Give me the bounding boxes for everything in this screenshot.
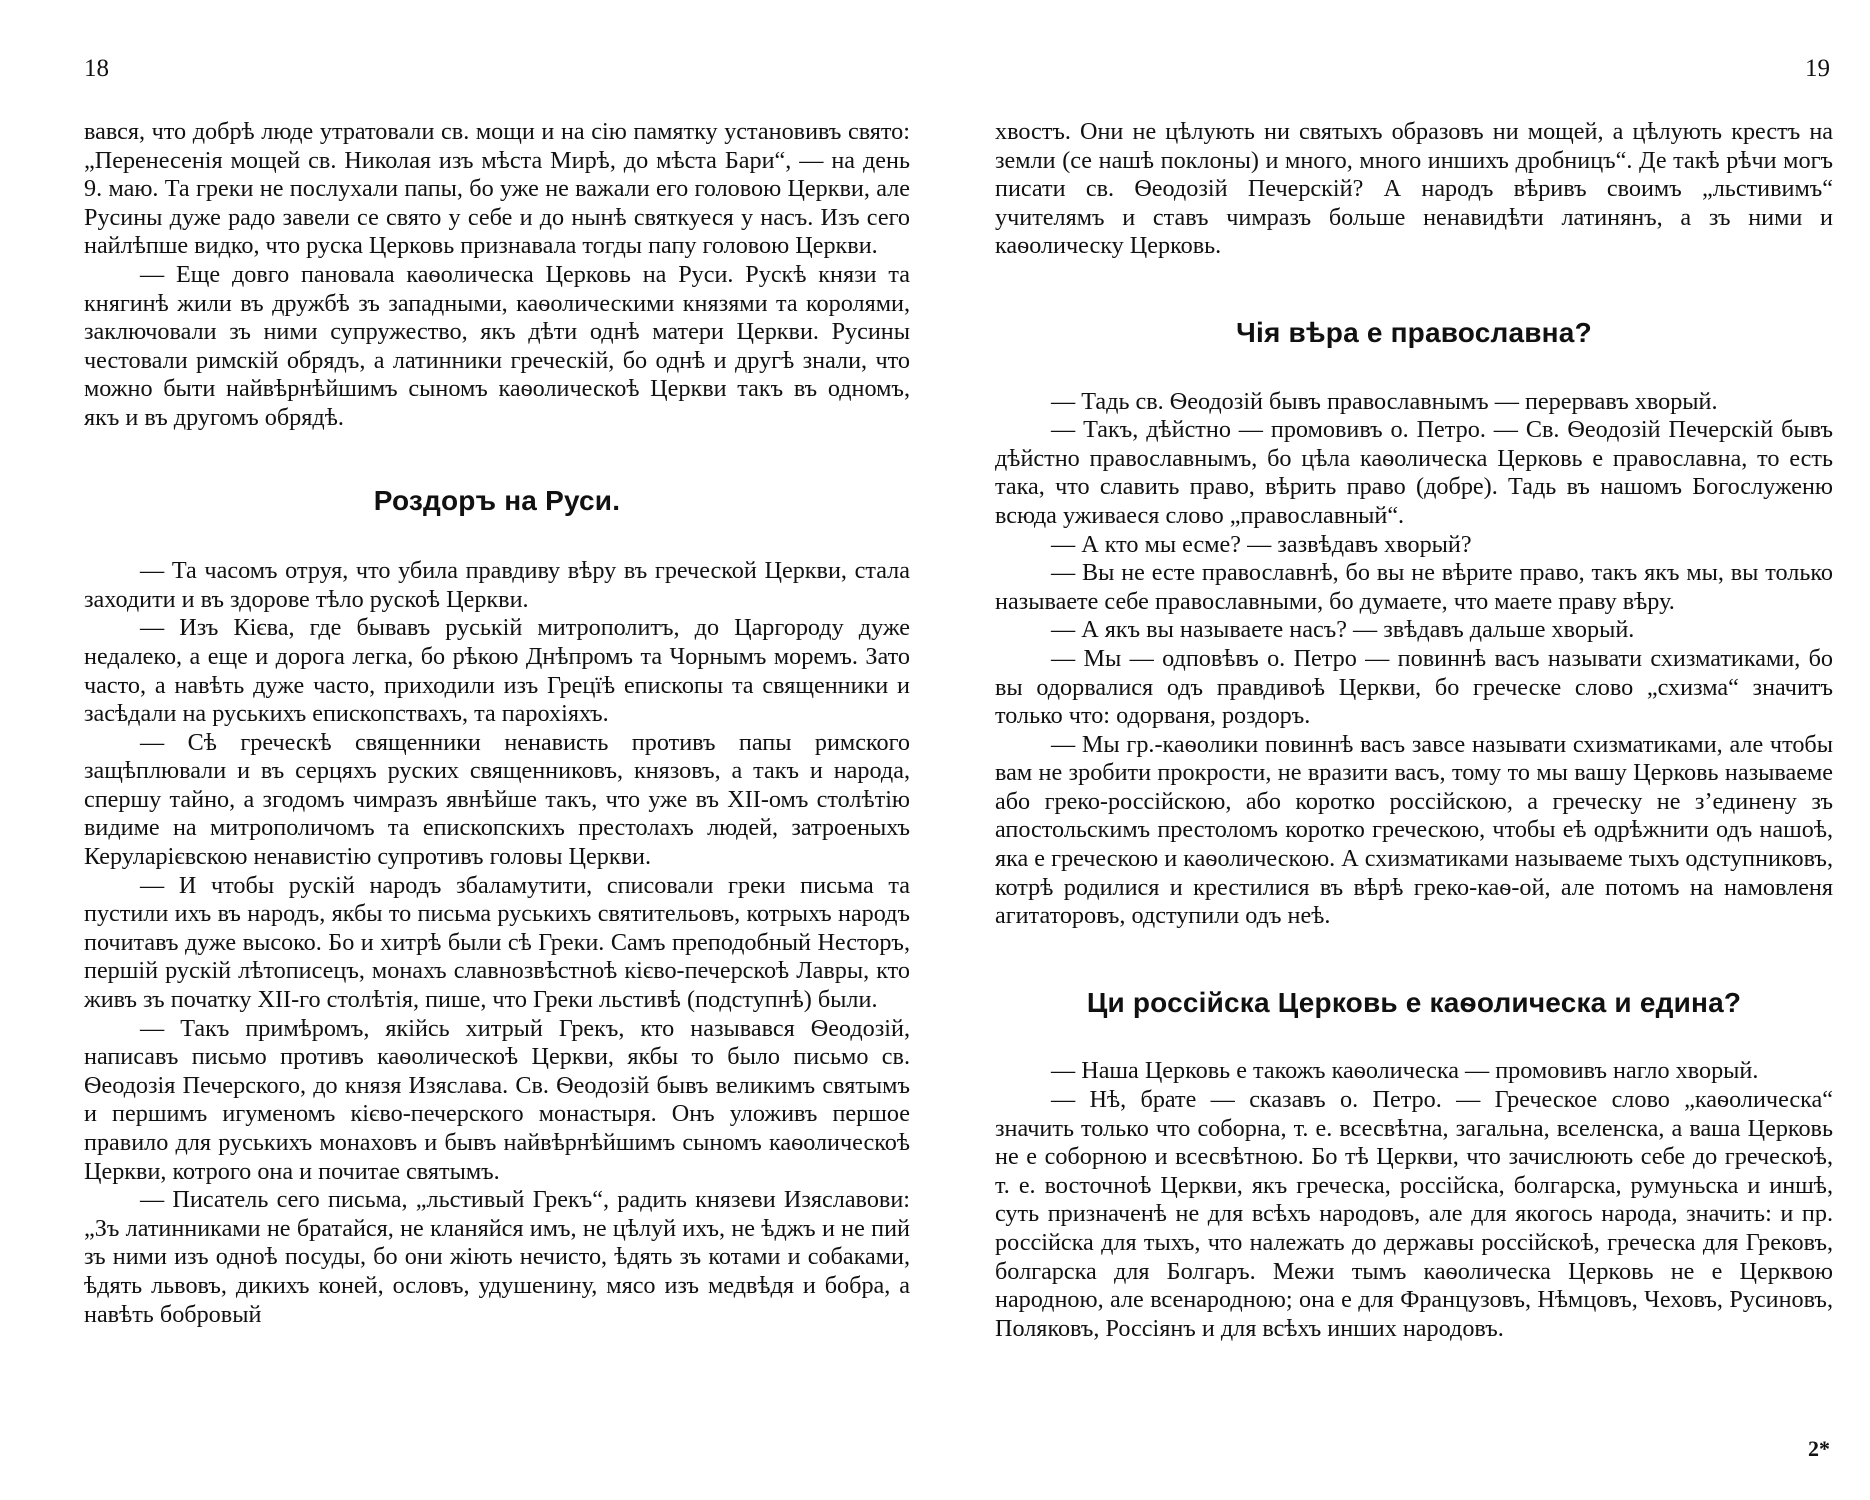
- paragraph: — И чтобы рускій народъ збаламутити, списовали греки письма та пустили ихъ въ народъ, якбы то письма руськихъ святительовъ, котрыхъ народъ почитавъ дуже высоко. Бо и хитрѣ были сѣ Греки. Самъ преподобный Несторъ, першій рускій лѣтописецъ, монахъ славнозвѣстноѣ кієво-печерскоѣ Лавры, кто живъ зъ початку XII-го столѣтія, пише, что Греки льстивѣ (подступнѣ) были.: [84, 871, 910, 1014]
- paragraph: — Вы не есте православнѣ, бо вы не вѣрите право, такъ якъ мы, вы только называете себе православными, бо думаете, что маете праву вѣру.: [995, 559, 1833, 615]
- paragraph: — Еще довго пановала каѳолическа Церковь на Руси. Рускѣ князи та княгинѣ жили въ дружбѣ зъ западными, каѳолическими князями та королями, заключовали зъ ними супружество, якъ дѣти однѣ матери Церкви. Русины честовали римскій обрядъ, а латинники греческій, бо однѣ и другѣ знали, что можно быти найвѣрнѣйшимъ сыномъ каѳолическоѣ Церкви такъ въ одномъ, якъ и въ другомъ обрядѣ.: [84, 260, 910, 431]
- paragraph: — А кто мы есме? — зазвѣдавъ хворый?: [1051, 530, 1472, 558]
- paragraph: — Писатель сего письма, „льстивый Грекъ“, радить князеви Изяславови: „Зъ латинниками не братайся, не кланяйся имъ, не цѣлуй ихъ, не ѣджъ и не пий зъ ними изъ одноѣ посуды, бо они жіють нечисто, ѣдять зъ котами и собаками, ѣдять львовъ, дикихъ коней, ословъ, удушенину, мясо изъ медвѣдя и бобра, а навѣть бобровый: [84, 1186, 910, 1328]
- paragraph: — Такъ примѣромъ, якійсь хитрый Грекъ, кто назывався Ѳеодозій, написавъ письмо противъ каѳолическоѣ Церкви, якбы то было письмо св. Ѳеодозія Печерского, до князя Изяслава. Св. Ѳеодозій бывъ великимъ святымъ и першимъ игуменомъ кієво-печерского монастыря. Онъ уложивъ першое правило для руськихъ монаховъ и бывъ найвѣрнѣйшимъ сыномъ каѳолическоѣ Церкви, котрого она и почитае святымъ.: [84, 1014, 910, 1185]
- paragraph: — Сѣ греческѣ священники ненависть противъ папы римского защѣплювали и въ серцяхъ руских священниковъ, князовъ, а такъ и народа, спершу тайно, а згодомъ чимразъ явнѣйше такъ, что уже въ XII-омъ столѣтію видиме на митрополичомъ та епископскихъ престолахъ людей, затроеныхъ Керуларієвскою ненавистію супротивъ головы Церкви.: [84, 728, 910, 871]
- text-column: [995, 118, 1833, 1343]
- paragraph: — Та часомъ отруя, что убила правдиву вѣру въ греческой Церкви, стала заходити и въ здорове тѣло рускоѣ Церкви.: [84, 557, 910, 613]
- page-number: 18: [84, 55, 109, 82]
- paragraph: — Мы гр.-каѳолики повиннѣ васъ завсе называти схизматиками, але чтобы вам не зробити прокрости, не вразити васъ, тому то мы вашу Церковь называеме або греко-россійскою, або коротко россійскою, а греческу не з’единену зъ апостольскимъ престоломъ коротко греческою, чтобы еѣ одрѣжнити одъ нашоѣ, яка е греческою и каѳолическою. А схизматиками называеме тыхъ одступниковъ, котрѣ родилися и крестилися въ вѣрѣ греко-каѳ-ой, але потомъ на намовленя агитаторовъ, одступили одъ неѣ.: [995, 730, 1833, 930]
- paragraph: хвостъ. Они не цѣлують ни святыхъ образовъ ни мощей, а цѣлують крестъ на земли (се нашѣ поклоны) и много, много иншихъ дробницъ“. Де такѣ рѣчи могъ писати св. Ѳеодозій Печерскій? А народъ вѣривъ своимъ „льстивимъ“ учителямъ и ставъ чимразъ больше ненавидѣти латинянъ, а зъ ними и каѳолическу Церковь.: [995, 118, 1833, 260]
- paragraph: — Наша Церковь е такожъ каѳолическа — промовивъ нагло хворый.: [1051, 1057, 1759, 1085]
- page-number: 19: [1805, 55, 1830, 82]
- paragraph: — Изъ Кієва, где бывавъ руській митрополитъ, до Царгороду дуже недалеко, а еще и дорога легка, бо рѣкою Днѣпромъ та Чорнымъ моремъ. Зато часто, а навѣть дуже часто, приходили изъ Грецїѣ епископы та священники и засѣдали на руськихъ епископствахъ, та парохіяхъ.: [84, 614, 910, 728]
- section-heading: Роздоръ на Руси.: [373, 484, 621, 516]
- right-page: [935, 0, 1870, 1500]
- paragraph: — Такъ, дѣйстно — промовивъ о. Петро. — Св. Ѳеодозій Печерскій бывъ дѣйстно православнымъ, бо цѣла каѳолическа Церковь е православна, то есть така, что славить право, вѣрить право (добре). Тадь въ нашомъ Богослуженю всюда уживаеся слово „православный“.: [995, 416, 1833, 529]
- paragraph: — А якъ вы называете насъ? — звѣдавъ дальше хворый.: [1051, 616, 1635, 644]
- section-heading: Ци россійска Церковь е каѳолическа и едина?: [1086, 986, 1742, 1018]
- section-heading: Чія вѣра е православна?: [1236, 316, 1592, 348]
- paragraph: — Нѣ, брате — сказавъ о. Петро. — Греческое слово „каѳолическа“ значить только что соборна, т. е. всесвѣтна, загальна, вселенска, а ваша Церковь не е соборною и всесвѣтною. Бо тѣ Церкви, что зачислюють себе до греческоѣ, т. е. восточноѣ Церкви, якъ греческа, россійска, болгарска, румуньска и иншѣ, суть призначенѣ не для всѣхъ народовъ, але для якогось народа, значить: и пр. россійска для тыхъ, что належать до державы россійскоѣ, греческа для Грековъ, болгарска для Болгаръ. Межи тымъ каѳолическа Церковь не е Церквою народною, але всенародною; она е для Французовъ, Нѣмцовъ, Чеховъ, Русиновъ, Поляковъ, Россіянъ и для всѣхъ инших народовъ.: [995, 1086, 1833, 1342]
- paragraph: — Мы — одповѣвъ о. Петро — повиннѣ васъ называти схизматиками, бо вы одорвалися одъ правдивоѣ Церкви, бо греческе слово „схизма“ значитъ только что: одорваня, роздоръ.: [995, 644, 1833, 730]
- text-column: [84, 118, 910, 1329]
- paragraph: — Тадь св. Ѳеодозій бывъ православнымъ — перервавъ хворый.: [1051, 387, 1718, 415]
- paragraph: вався, что добрѣ люде утратовали св. мощи и на сію памятку установивъ свято: „Перенесенія мощей св. Николая изъ мѣста Мирѣ, до мѣста Бари“, — на день 9. маю. Та греки не послухали папы, бо уже не важали его головою Церкви, але Русины дуже радо завели се свято у себе и до нынѣ святкуеся у насъ. Изъ сего найлѣпше видко, что руска Церковь признавала тогды папу головою Церкви.: [84, 118, 910, 260]
- signature-mark: 2*: [1808, 1436, 1830, 1461]
